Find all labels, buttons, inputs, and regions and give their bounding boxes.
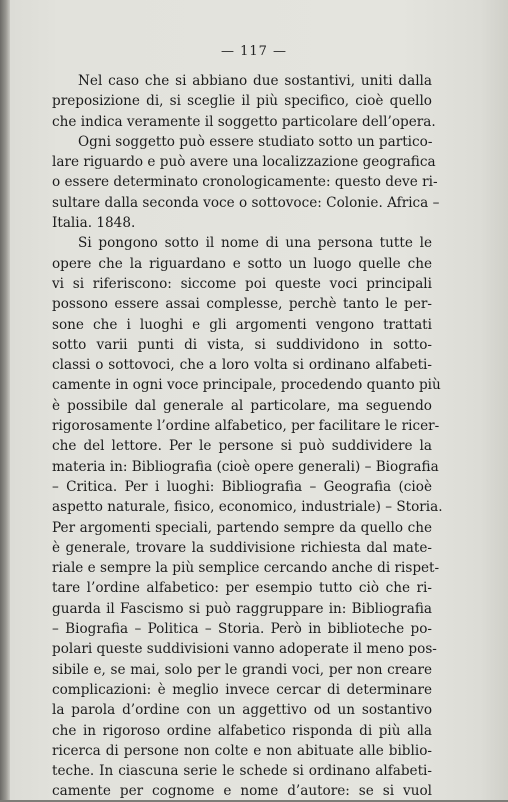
text-line: sibile e, se mai, solo per le grandi voci, per non creare: [52, 661, 432, 678]
text-line: sotto varii punti di vista, si suddividono in sotto-: [52, 336, 432, 353]
text-line: che del lettore. Per le persone si può suddividere la: [52, 438, 432, 455]
text-line: ricerca di persone non colte e non abituate alle biblio-: [52, 742, 432, 759]
text-line: polari queste suddivisioni vanno adoperate il meno pos-: [52, 641, 437, 658]
text-line: materia in: Bibliografia (cioè opere generali) – Biografia: [52, 458, 439, 475]
text-line: o essere determinato cronologicamente: questo deve ri-: [52, 174, 438, 191]
text-line: tare l’ordine alfabetico: per esempio tutto ciò che ri-: [52, 580, 432, 597]
text-line: sone che i luoghi e gli argomenti vengono trattati: [52, 316, 432, 333]
page-number: — 117 —: [220, 44, 288, 59]
text-line: camente per cognome e nome d’autore: se si vuol: [52, 783, 432, 800]
text-line: complicazioni: è meglio invece cercar di determinare: [52, 681, 432, 698]
text-line: – Biografia – Politica – Storia. Però in biblioteche po-: [52, 621, 432, 638]
text-line: vi si riferiscono: siccome poi queste voci principali: [52, 275, 432, 292]
text-line: è generale, trovare la suddivisione richiesta dal mate-: [52, 539, 432, 556]
text-line: teche. In ciascuna serie le schede si ordinano alfabeti-: [52, 763, 432, 780]
text-line: camente in ogni voce principale, procedendo quanto più: [52, 377, 441, 394]
text-line: opere che la riguardano e sotto un luogo quelle che: [52, 255, 432, 272]
text-line: è possibile dal generale al particolare, ma seguendo: [52, 397, 432, 414]
text-line: Ogni soggetto può essere studiato sotto un partico-: [78, 133, 433, 150]
text-line: Italia. 1848.: [52, 215, 136, 232]
text-line: classi o sottovoci, che a loro volta si ordinano alfabeti-: [52, 357, 432, 374]
text-line: riale e sempre la più semplice cercando anche di rispet-: [52, 560, 440, 577]
text-line: Si pongono sotto il nome di una persona tutte le: [78, 235, 432, 252]
body-text: [52, 71, 443, 802]
text-line: possono essere assai complesse, perchè tanto le per-: [52, 296, 432, 313]
text-line: sultare dalla seconda voce o sottovoce: Colonie. Africa –: [52, 194, 440, 211]
text-line: guarda il Fascismo si può raggruppare in: Bibliografia: [52, 600, 432, 617]
text-line: – Critica. Per i luoghi: Bibliografia – Geografia (cioè: [52, 478, 432, 495]
text-line: Nel caso che si abbiano due sostantivi, uniti dalla: [78, 73, 432, 89]
text-line: Per argomenti speciali, partendo sempre da quello che: [52, 519, 432, 536]
text-line: lare riguardo e può avere una localizzazione geografica: [52, 154, 436, 171]
text-line: che indica veramente il soggetto particolare dell’opera.: [52, 113, 436, 130]
text-line: aspetto naturale, fisico, economico, industriale) – Storia.: [52, 499, 443, 516]
text-line: preposizione di, si sceglie il più specifico, cioè quello: [52, 93, 432, 110]
book-spine-shadow: [0, 0, 10, 800]
text-line: che in rigoroso ordine alfabetico risponda di più alla: [52, 722, 432, 739]
text-line: la parola d’ordine con un aggettivo od un sostantivo: [52, 702, 432, 719]
text-line: rigorosamente l’ordine alfabetico, per facilitare le ricer-: [52, 418, 440, 435]
